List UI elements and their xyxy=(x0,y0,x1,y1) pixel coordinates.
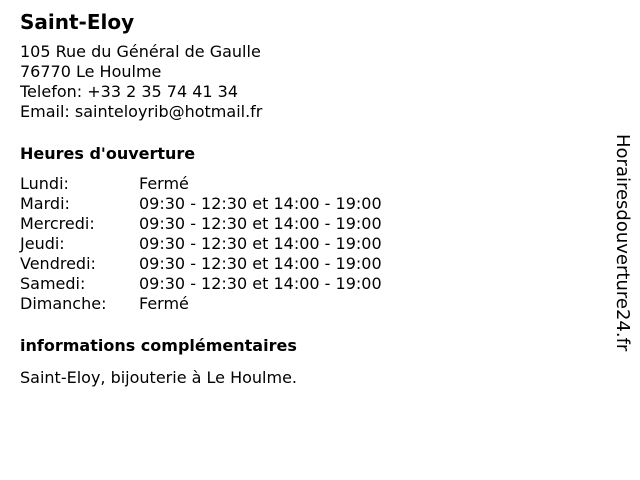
hours-row-friday xyxy=(20,254,610,274)
hours-day: Samedi: xyxy=(20,274,86,293)
hours-day: Jeudi: xyxy=(20,234,65,253)
hours-time: 09:30 - 12:30 et 14:00 - 19:00 xyxy=(139,214,382,233)
hours-time: 09:30 - 12:30 et 14:00 - 19:00 xyxy=(139,194,382,213)
business-name: Saint-Eloy xyxy=(20,10,135,34)
business-card xyxy=(20,10,610,388)
additional-info-heading: informations complémentaires xyxy=(20,336,297,355)
hours-day: Mercredi: xyxy=(20,214,95,233)
hours-row-thursday xyxy=(20,234,610,254)
address-line-2: 76770 Le Houlme xyxy=(20,62,162,81)
hours-day: Dimanche: xyxy=(20,294,107,313)
hours-time: Fermé xyxy=(139,174,189,193)
hours-time: Fermé xyxy=(139,294,189,313)
hours-row-sunday xyxy=(20,294,610,314)
hours-row-monday xyxy=(20,174,610,194)
hours-time: 09:30 - 12:30 et 14:00 - 19:00 xyxy=(139,234,382,253)
hours-time: 09:30 - 12:30 et 14:00 - 19:00 xyxy=(139,254,382,273)
hours-row-wednesday xyxy=(20,214,610,234)
hours-row-tuesday xyxy=(20,194,610,214)
hours-day: Mardi: xyxy=(20,194,70,213)
email-line: Email: sainteloyrib@hotmail.fr xyxy=(20,102,263,121)
opening-hours-heading: Heures d'ouverture xyxy=(20,144,196,163)
site-brand-vertical: Horairesdouverture24.fr xyxy=(612,134,633,352)
hours-day: Vendredi: xyxy=(20,254,96,273)
hours-row-saturday xyxy=(20,274,610,294)
address-line-1: 105 Rue du Général de Gaulle xyxy=(20,42,261,61)
hours-time: 09:30 - 12:30 et 14:00 - 19:00 xyxy=(139,274,382,293)
hours-day: Lundi: xyxy=(20,174,69,193)
additional-info-text: Saint-Eloy, bijouterie à Le Houlme. xyxy=(20,368,297,387)
phone-line: Telefon: +33 2 35 74 41 34 xyxy=(20,82,239,101)
opening-hours-list xyxy=(20,174,610,314)
